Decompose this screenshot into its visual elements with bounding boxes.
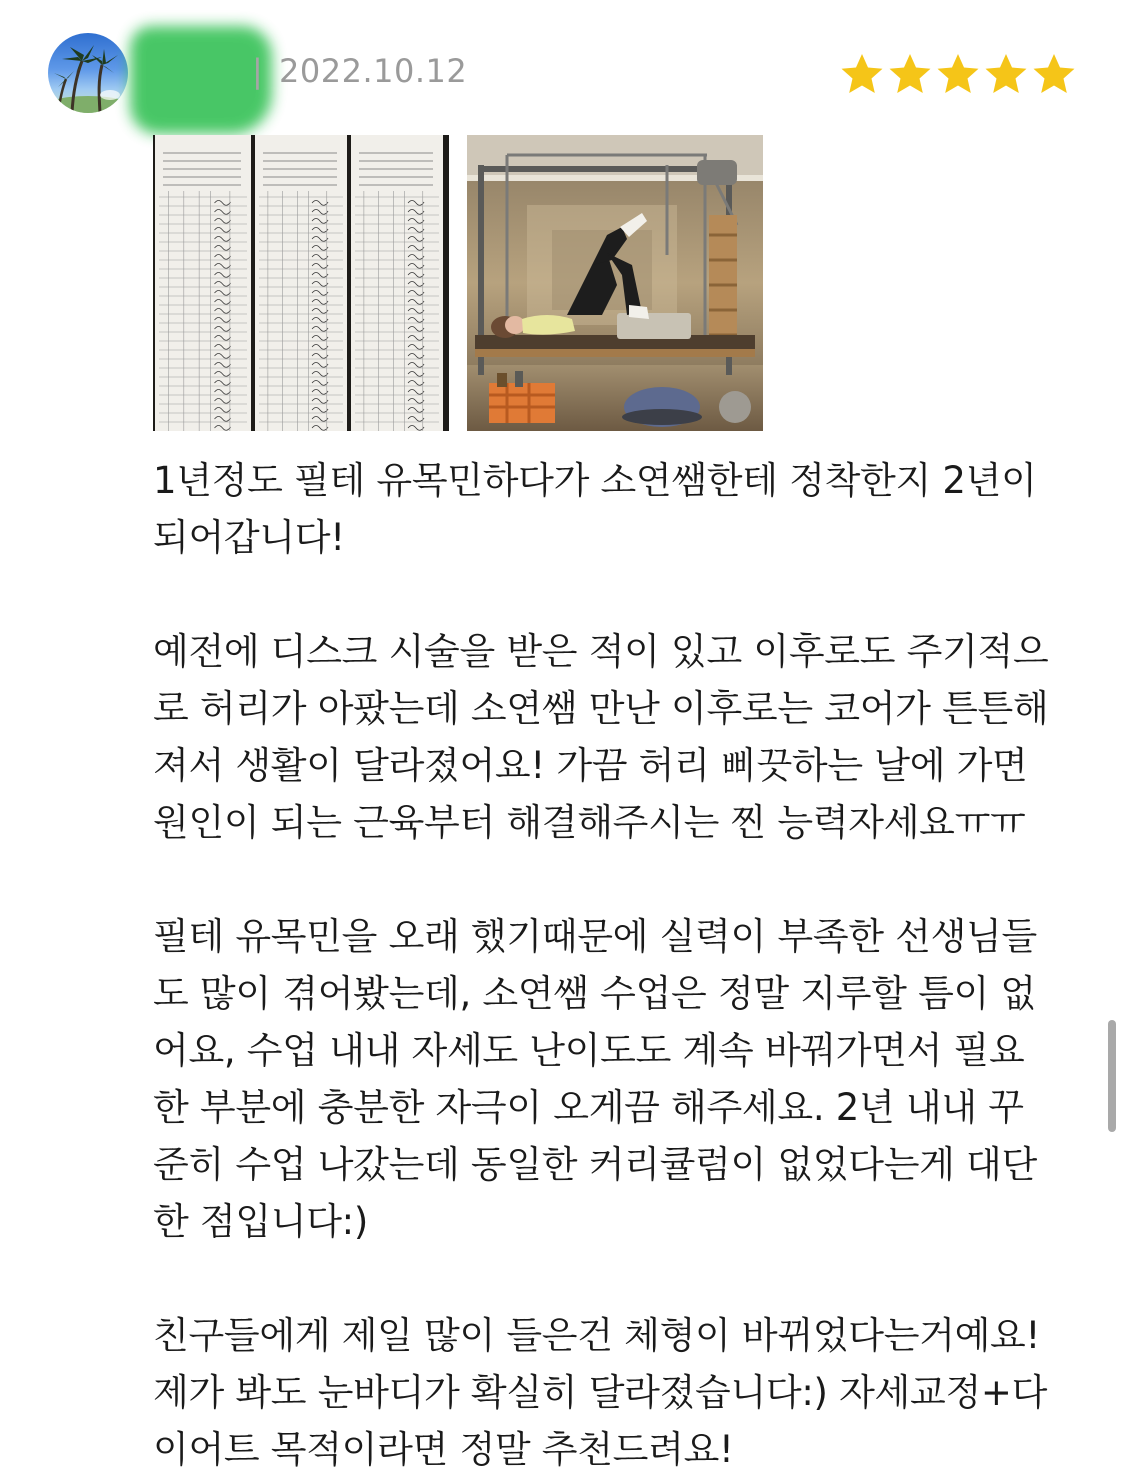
star-icon	[934, 50, 982, 98]
review-body	[153, 452, 1078, 1473]
star-icon	[838, 50, 886, 98]
review-paragraph	[153, 623, 1078, 851]
review-line: 1년정도 필테 유목민하다가 소연쌤한테 정착한지 2년이	[153, 459, 1037, 502]
review-line: 제가 봐도 눈바디가 확실히 달라졌습니다:) 자세교정+다	[153, 1371, 1048, 1414]
pilates-cadillac-photo	[467, 135, 763, 431]
star-icon	[1030, 50, 1078, 98]
review-line: 이어트 목적이라면 정말 추천드려요!	[153, 1428, 734, 1471]
reviewer-avatar[interactable]	[48, 33, 128, 113]
attendance-sheet-photo	[153, 135, 449, 431]
star-icon	[982, 50, 1030, 98]
review-line: 친구들에게 제일 많이 들은건 체형이 바뀌었다는거예요!	[153, 1314, 1041, 1357]
review-line: 예전에 디스크 시술을 받은 적이 있고 이후로도 주기적으	[153, 630, 1049, 673]
review-line: 한 부분에 충분한 자극이 오게끔 해주세요. 2년 내내 꾸	[153, 1086, 1024, 1129]
review-line: 로 허리가 아팠는데 소연쌤 만난 이후로는 코어가 튼튼해	[153, 687, 1049, 730]
review-photo-pilates-cadillac[interactable]	[467, 135, 763, 431]
review-photo-attendance-sheet[interactable]	[153, 135, 449, 431]
review-line: 져서 생활이 달라졌어요! 가끔 허리 삐끗하는 날에 가면	[153, 744, 1028, 787]
reviewer-name-fragment: |	[252, 52, 263, 90]
review-line: 준히 수업 나갔는데 동일한 커리큘럼이 없었다는게 대단	[153, 1143, 1037, 1186]
review-paragraph	[153, 452, 1078, 566]
review-line: 필테 유목민을 오래 했기때문에 실력이 부족한 선생님들	[153, 915, 1037, 958]
reviewer-name-redaction	[130, 26, 272, 134]
review-line: 도 많이 겪어봤는데, 소연쌤 수업은 정말 지루할 틈이 없	[153, 972, 1036, 1015]
palm-tree-icon	[48, 33, 128, 113]
review-line: 되어갑니다!	[153, 516, 345, 559]
review-paragraph	[153, 1307, 1078, 1473]
review-paragraph	[153, 908, 1078, 1250]
review-line: 한 점입니다:)	[153, 1200, 368, 1243]
review-line: 원인이 되는 근육부터 해결해주시는 찐 능력자세요ㅠㅠ	[153, 801, 1026, 844]
review-date: 2022.10.12	[279, 52, 468, 90]
star-icon	[886, 50, 934, 98]
scrollbar-thumb[interactable]	[1108, 1020, 1116, 1132]
star-rating	[838, 50, 1078, 98]
review-line: 어요, 수업 내내 자세도 난이도도 계속 바꿔가면서 필요	[153, 1029, 1025, 1072]
